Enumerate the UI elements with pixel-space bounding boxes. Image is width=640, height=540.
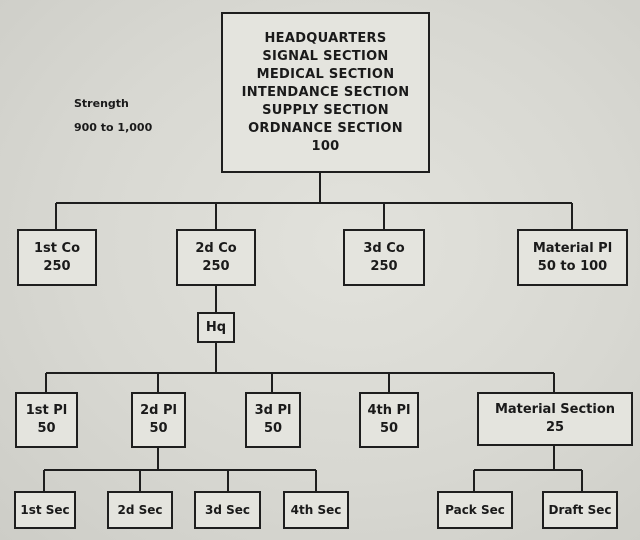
platoon-count: 50 xyxy=(37,421,56,436)
section-name: 2d Sec xyxy=(117,503,163,517)
headquarters-box xyxy=(221,12,430,173)
hq-line-headquarters: HEADQUARTERS xyxy=(264,30,387,46)
hq-line-ordnance: ORDNANCE SECTION xyxy=(248,120,403,136)
company-count: 250 xyxy=(202,258,230,274)
section-box-1st xyxy=(14,491,76,529)
section-name: Draft Sec xyxy=(548,503,612,517)
hq-line-signal: SIGNAL SECTION xyxy=(262,48,389,64)
hq-line-supply: SUPPLY SECTION xyxy=(262,102,389,118)
platoon-box-2d xyxy=(131,392,186,448)
platoon-name: 1st Pl xyxy=(25,403,68,418)
platoon-name: Material Section xyxy=(494,402,616,417)
section-name: Pack Sec xyxy=(445,503,505,517)
company-count: 50 to 100 xyxy=(537,258,608,274)
platoon-count: 50 xyxy=(379,421,399,436)
company-hq-label: Hq xyxy=(205,319,227,335)
company-hq-box xyxy=(197,312,235,343)
strength-label: Strength xyxy=(74,97,129,110)
draft-section-box xyxy=(542,491,618,529)
company-box-material-pl xyxy=(517,229,628,286)
platoon-name: 2d Pl xyxy=(140,403,177,418)
platoon-count: 50 xyxy=(149,421,168,436)
strength-value: 900 to 1,000 xyxy=(74,121,153,134)
company-name: 3d Co xyxy=(363,240,405,256)
company-box-2d xyxy=(176,229,256,286)
strength-note xyxy=(74,92,152,140)
section-box-4th xyxy=(283,491,349,529)
company-count: 250 xyxy=(370,258,398,274)
material-section-box xyxy=(477,392,633,446)
platoon-box-1st xyxy=(15,392,78,448)
company-box-1st xyxy=(17,229,97,286)
platoon-name: 3d Pl xyxy=(254,403,292,418)
section-box-3d xyxy=(194,491,261,529)
platoon-name: 4th Pl xyxy=(367,403,411,418)
section-name: 1st Sec xyxy=(20,503,70,517)
platoon-box-3d xyxy=(245,392,301,448)
company-name: Material Pl xyxy=(532,240,613,256)
pack-section-box xyxy=(437,491,513,529)
company-box-3d xyxy=(343,229,425,286)
section-box-2d xyxy=(107,491,173,529)
company-name: 2d Co xyxy=(195,240,237,256)
hq-line-medical: MEDICAL SECTION xyxy=(256,66,395,82)
company-name: 1st Co xyxy=(34,240,80,256)
hq-count: 100 xyxy=(311,138,340,154)
platoon-count: 25 xyxy=(545,420,565,435)
company-count: 250 xyxy=(43,258,71,274)
section-name: 4th Sec xyxy=(290,503,342,517)
hq-line-intendance: INTENDANCE SECTION xyxy=(241,84,410,100)
platoon-count: 50 xyxy=(263,421,283,436)
platoon-box-4th xyxy=(359,392,419,448)
section-name: 3d Sec xyxy=(204,503,250,517)
